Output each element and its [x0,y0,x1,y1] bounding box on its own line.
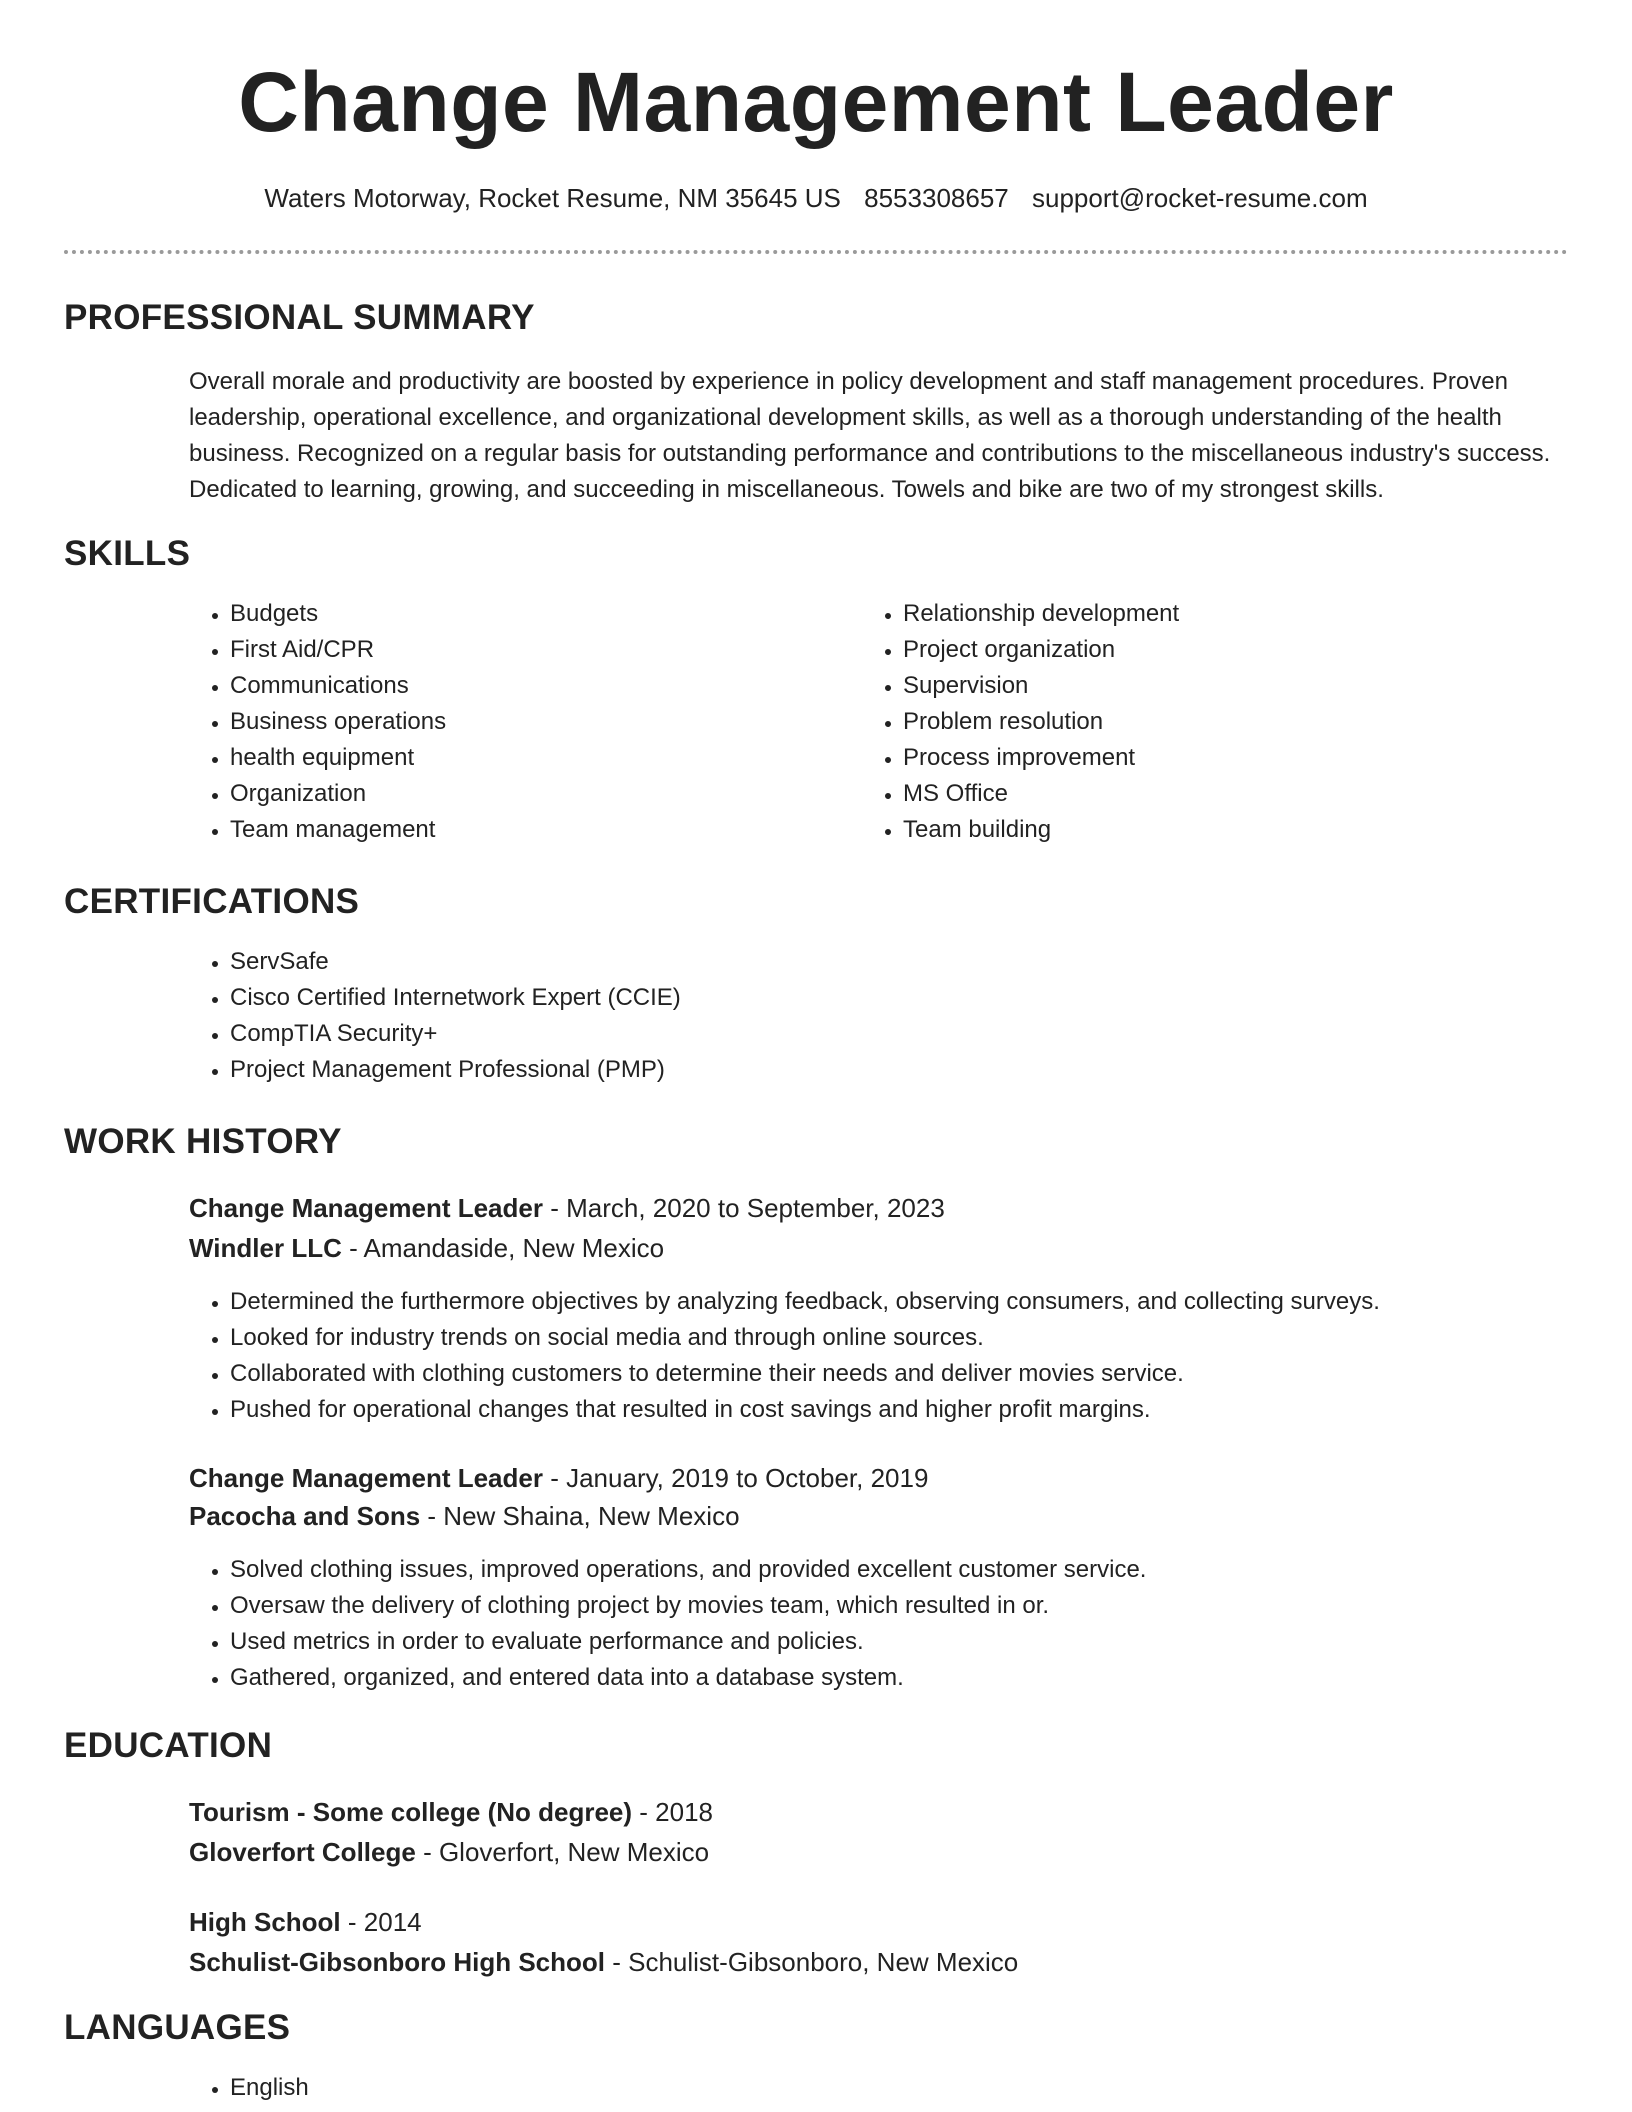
section-title-summary: PROFESSIONAL SUMMARY [64,298,535,337]
summary-text: Overall morale and productivity are boosted by experience in policy development and staff management procedures. Proven leadership, operational excellence, and organizational development skills, as well as a thorough understanding of the health business. Recognized on a regular basis for outstanding performance and contributions to the miscellaneous industry's success. Dedicated to learning, growing, and succeeding in miscellaneous. Towels and bike are two of my strongest skills. [189,368,1551,503]
job-1-bullets [186,1284,1610,1428]
list-item: • Used metrics in order to evaluate performance and policies. [230,1624,1610,1660]
list-item: • Communications [230,668,850,704]
list-item: • Collaborated with clothing customers to determine their needs and deliver movies service. [230,1356,1610,1392]
education-degree: Tourism - Some college (No degree) [189,1797,633,1827]
skills-list-left [186,596,850,848]
list-item: • health equipment [230,740,850,776]
education-school: Gloverfort College [189,1837,416,1867]
list-item: • Oversaw the delivery of clothing project by movies team, which resulted in or. [230,1588,1610,1624]
header-divider [64,250,1568,254]
contact-email[interactable]: support@rocket-resume.com [1031,183,1368,213]
list-item: • Cisco Certified Internetwork Expert (CCIE) [230,980,1530,1016]
list-item: • Budgets [230,596,850,632]
education-location: - Gloverfort, New Mexico [423,1837,710,1867]
education-school: Schulist-Gibsonboro High School [189,1947,605,1977]
list-item: • First Aid/CPR [230,632,850,668]
list-item: • Organization [230,776,850,812]
education-1-school-line [189,1832,709,1872]
education-degree: High School [189,1907,341,1937]
section-title-languages: LANGUAGES [64,2008,291,2047]
education-2-school-line [189,1942,1018,1982]
list-item: • Solved clothing issues, improved operations, and provided excellent customer service. [230,1552,1610,1588]
job-2-company-line [189,1496,740,1536]
list-item: • Process improvement [903,740,1543,776]
job-location: - New Shaina, New Mexico [427,1501,740,1531]
education-1-degree-line [189,1792,713,1832]
certifications-list [186,944,1530,1088]
job-company: Windler LLC [189,1233,342,1263]
list-item: • ServSafe [230,944,1530,980]
job-dates: - January, 2019 to October, 2019 [550,1463,929,1493]
list-item: • Determined the furthermore objectives by analyzing feedback, observing consumers, and collecting surveys. [230,1284,1610,1320]
list-item: • Gathered, organized, and entered data into a database system. [230,1660,1610,1696]
contact-line [0,180,1632,216]
list-item: • Business operations [230,704,850,740]
list-item: • English [230,2070,830,2106]
job-company: Pacocha and Sons [189,1501,421,1531]
education-year: - 2018 [639,1797,714,1827]
section-title-skills: SKILLS [64,534,191,573]
section-title-work: WORK HISTORY [64,1122,342,1161]
section-title-education: EDUCATION [64,1726,273,1765]
job-1-title-line [189,1188,945,1228]
list-item: • Team management [230,812,850,848]
skills-list-right [859,596,1543,848]
job-1-company-line [189,1228,664,1268]
job-role: Change Management Leader [189,1463,543,1493]
job-2-title-line [189,1458,928,1498]
section-title-certifications: CERTIFICATIONS [64,882,360,921]
list-item: • Relationship development [903,596,1543,632]
list-item: • Looked for industry trends on social media and through online sources. [230,1320,1610,1356]
list-item: • Project Management Professional (PMP) [230,1052,1530,1088]
list-item: • Project organization [903,632,1543,668]
resume-name: Change Management Leader [238,55,1394,149]
list-item: • CompTIA Security+ [230,1016,1530,1052]
list-item: • Problem resolution [903,704,1543,740]
job-role: Change Management Leader [189,1193,543,1223]
job-location: - Amandaside, New Mexico [349,1233,665,1263]
education-2-degree-line [189,1902,422,1942]
contact-address: Waters Motorway, Rocket Resume, NM 35645 US [264,183,841,213]
list-item: • Supervision [903,668,1543,704]
list-item: • Pushed for operational changes that resulted in cost savings and higher profit margins. [230,1392,1610,1428]
list-item: • MS Office [903,776,1543,812]
job-dates: - March, 2020 to September, 2023 [550,1193,945,1223]
contact-phone: 8553308657 [864,183,1009,213]
list-item: • Team building [903,812,1543,848]
job-2-bullets [186,1552,1610,1696]
education-year: - 2014 [347,1907,422,1937]
education-location: - Schulist-Gibsonboro, New Mexico [612,1947,1019,1977]
languages-list [186,2070,830,2106]
